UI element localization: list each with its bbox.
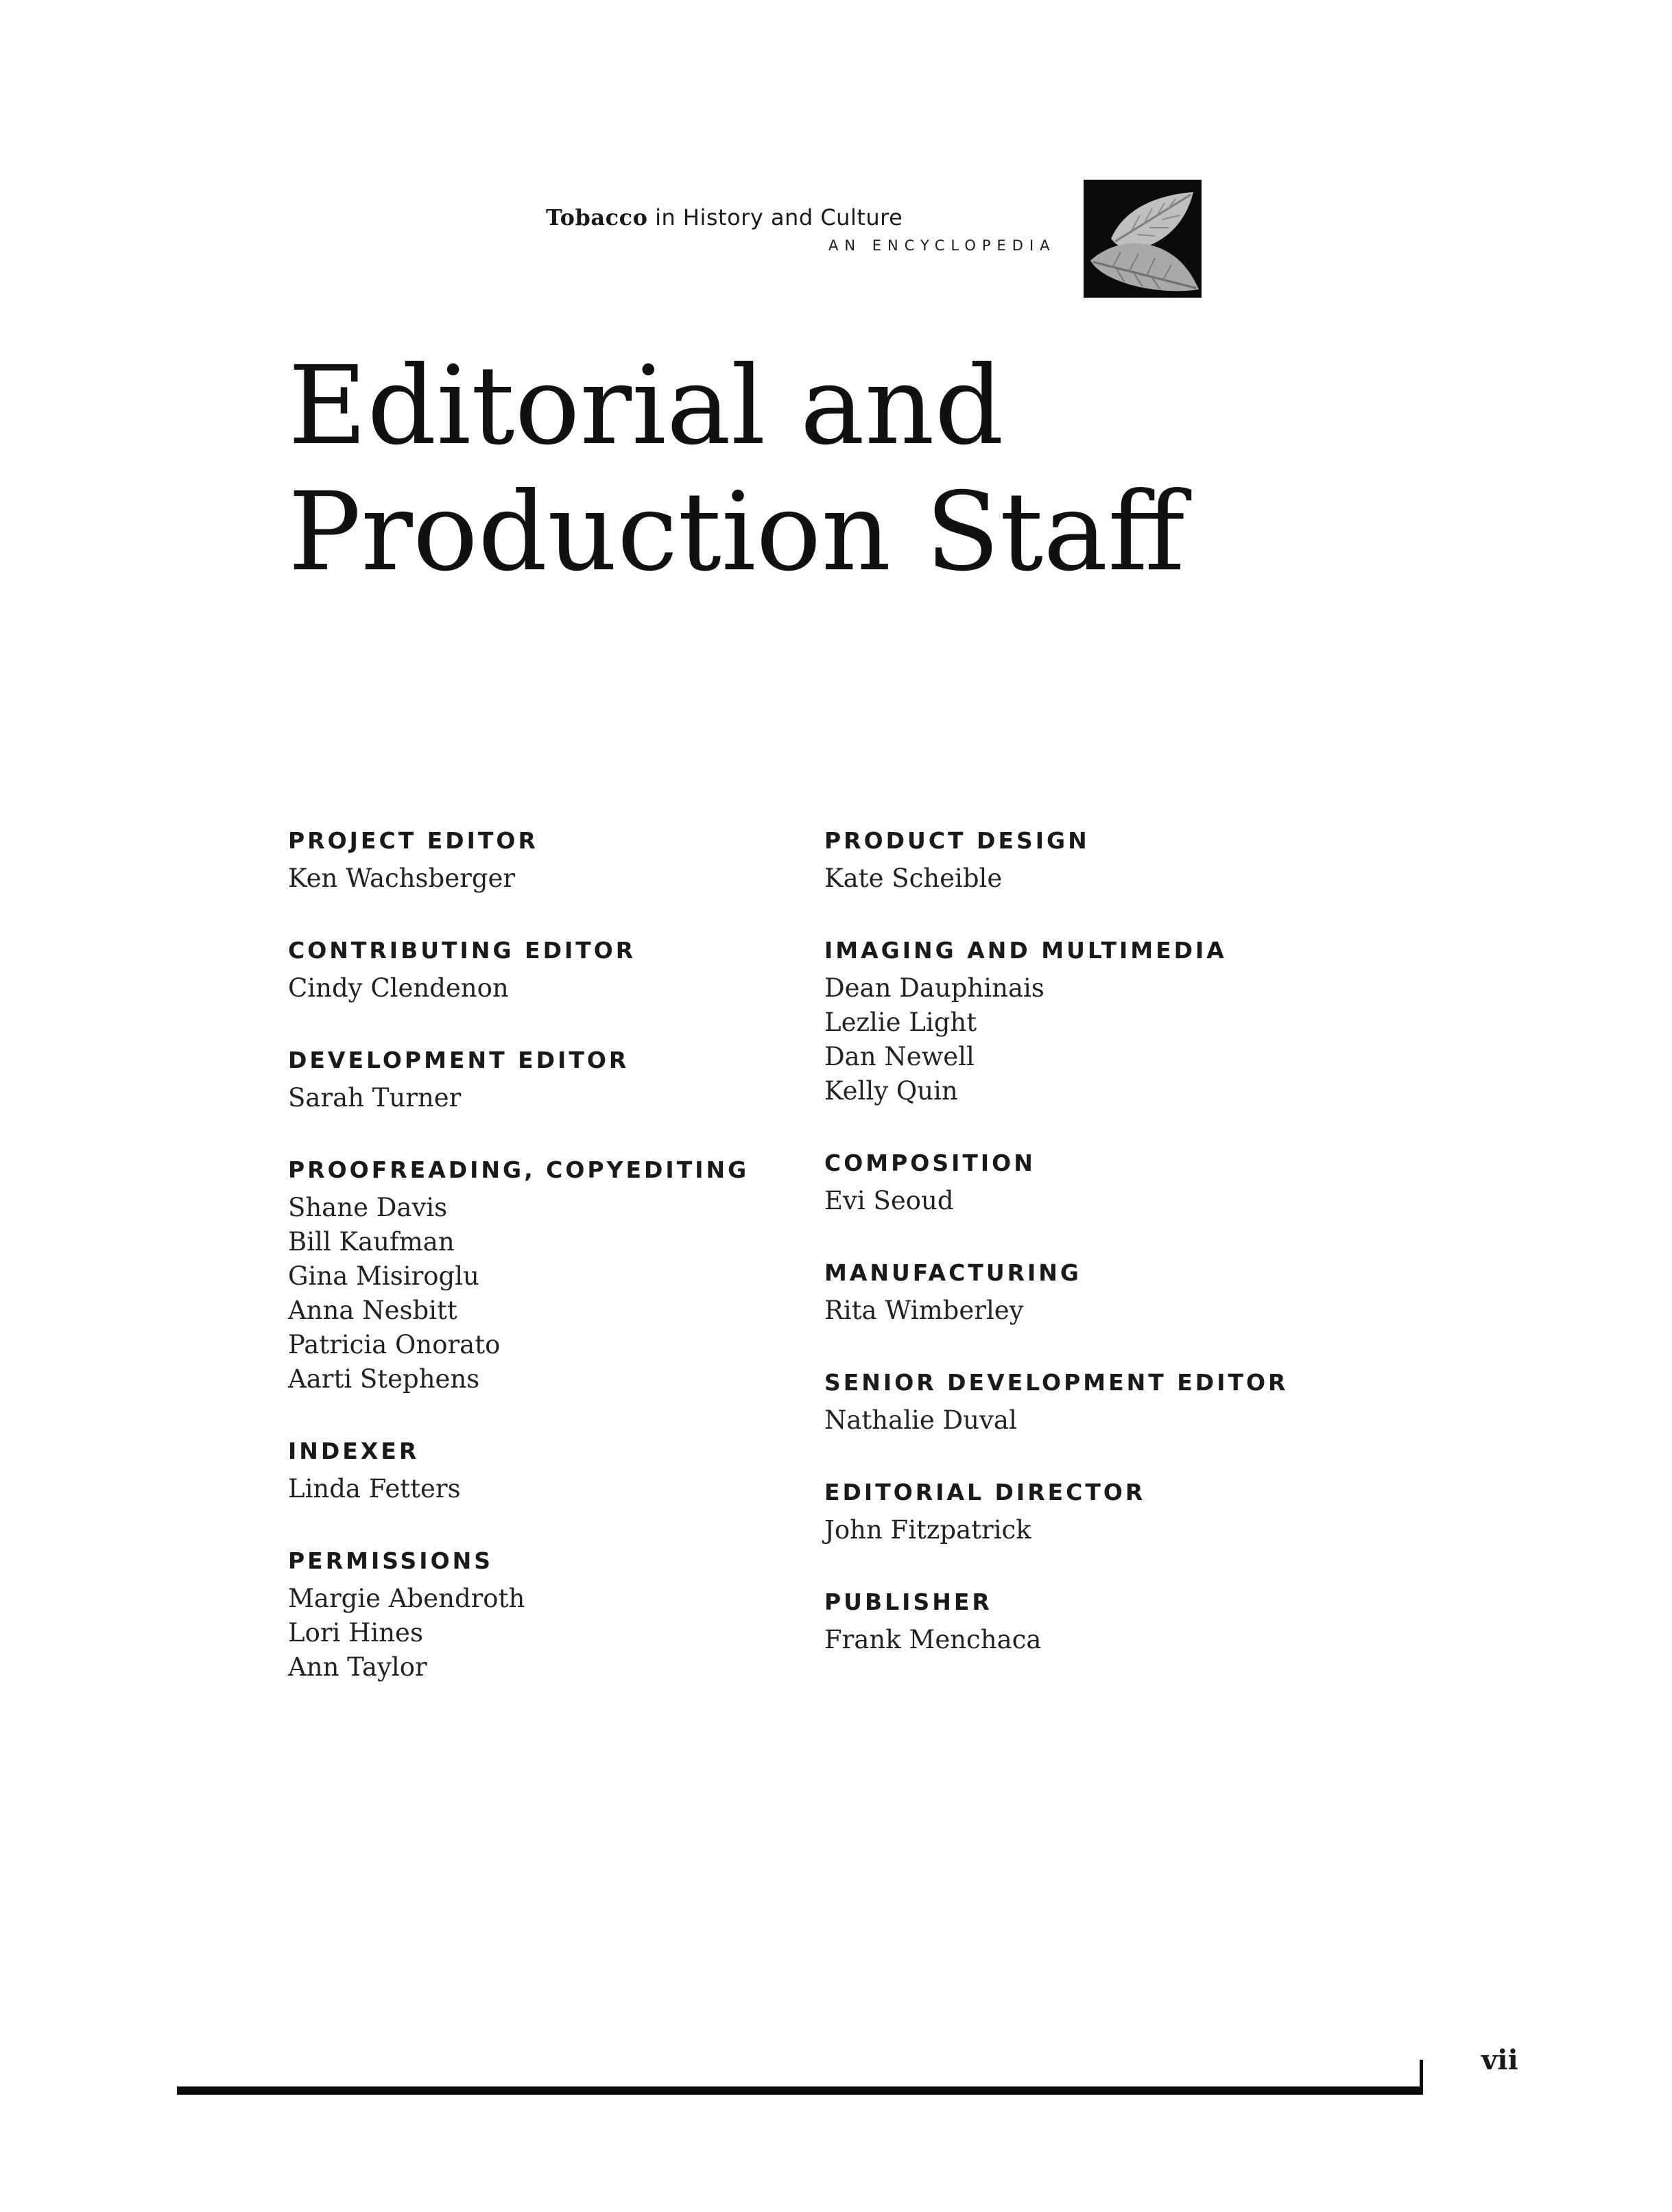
staff-name: Ann Taylor [288,1652,427,1682]
staff-name: Patricia Onorato [288,1330,501,1359]
staff-role-heading: PERMISSIONS [288,1547,494,1574]
staff-section [824,1477,1346,1547]
footer-rule-tick [1420,2060,1423,2095]
staff-name: John Fitzpatrick [824,1515,1031,1545]
staff-section [288,936,809,1006]
staff-role-heading: COMPOSITION [824,1150,1036,1176]
staff-name: Gina Misiroglu [288,1261,479,1291]
staff-role-heading: PUBLISHER [824,1589,992,1615]
staff-name: Aarti Stephens [288,1364,480,1394]
staff-section [824,1368,1346,1438]
staff-section [824,1258,1346,1328]
staff-column-left [288,826,809,1724]
staff-name: Dan Newell [824,1042,975,1071]
staff-section [824,936,1346,1108]
staff-role-heading: DEVELOPMENT EDITOR [288,1047,630,1073]
series-title-rest: in History and Culture [647,204,903,230]
page-title [288,343,1185,595]
footer-rule [177,2086,1422,2095]
staff-role-heading: IMAGING AND MULTIMEDIA [824,937,1227,964]
staff-section [288,1155,809,1396]
page-number: vii [1481,2044,1518,2076]
staff-role-heading: PROOFREADING, COPYEDITING [288,1156,750,1183]
series-title-bold: Tobacco [546,204,648,230]
staff-column-right [824,826,1346,1697]
staff-name: Kelly Quin [824,1076,958,1106]
staff-section [824,1587,1346,1657]
staff-name: Shane Davis [288,1193,448,1222]
staff-name: Nathalie Duval [824,1405,1017,1435]
page-title-line-1: Editorial and [288,343,1004,469]
staff-section [824,1148,1346,1218]
staff-section [288,1436,809,1506]
staff-section [824,826,1346,896]
series-subtitle: AN ENCYCLOPEDIA [828,237,1056,254]
staff-name: Dean Dauphinais [824,973,1044,1003]
staff-name: Sarah Turner [288,1083,462,1113]
staff-role-heading: PRODUCT DESIGN [824,827,1090,854]
staff-name: Rita Wimberley [824,1296,1024,1325]
staff-name: Cindy Clendenon [288,973,509,1003]
leaf-icon [1084,180,1202,298]
staff-section [288,1045,809,1115]
staff-name: Lori Hines [288,1618,423,1648]
page-title-line-2: Production Staff [288,469,1185,595]
staff-role-heading: SENIOR DEVELOPMENT EDITOR [824,1369,1289,1396]
staff-name: Lezlie Light [824,1008,977,1037]
series-title [546,204,903,230]
staff-name: Kate Scheible [824,864,1003,893]
staff-role-heading: INDEXER [288,1438,420,1464]
staff-section [288,826,809,896]
staff-name: Linda Fetters [288,1474,461,1503]
staff-name: Ken Wachsberger [288,864,516,893]
staff-name: Margie Abendroth [288,1584,525,1613]
staff-role-heading: CONTRIBUTING EDITOR [288,937,636,964]
staff-role-heading: MANUFACTURING [824,1259,1082,1286]
staff-name: Frank Menchaca [824,1625,1042,1654]
staff-role-heading: PROJECT EDITOR [288,827,538,854]
staff-name: Anna Nesbitt [288,1296,457,1325]
staff-name: Bill Kaufman [288,1227,455,1257]
staff-role-heading: EDITORIAL DIRECTOR [824,1479,1146,1506]
staff-section [288,1546,809,1685]
staff-name: Evi Seoud [824,1186,954,1215]
